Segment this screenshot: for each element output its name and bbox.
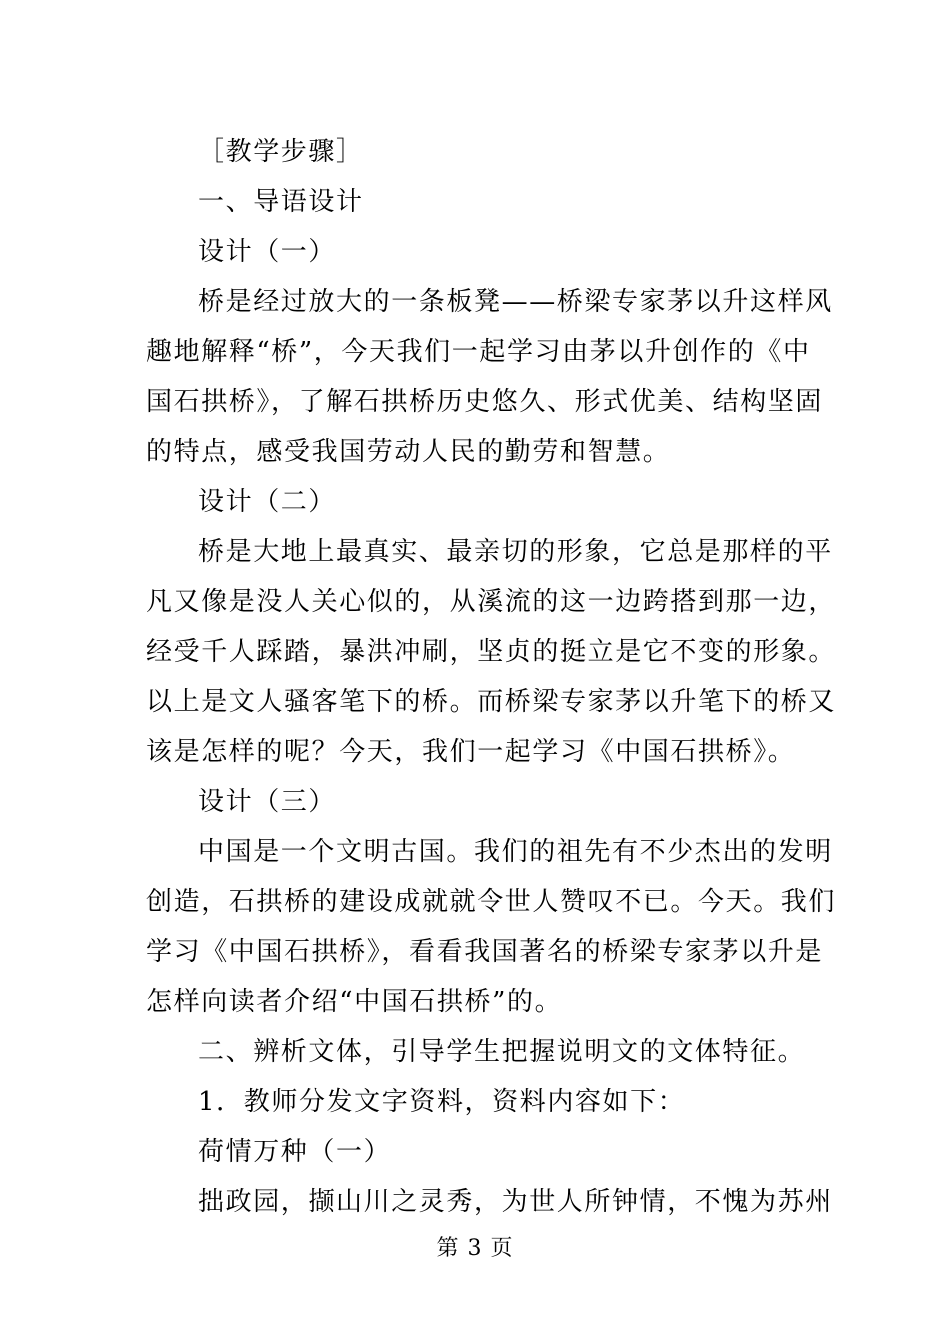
paragraph-line: 的特点，感受我国劳动人民的勤劳和智慧。 — [146, 437, 671, 467]
paragraph-line: 学习《中国石拱桥》，看看我国著名的桥梁专家茅以升是 — [146, 937, 824, 967]
paragraph-line: 创造，石拱桥的建设成就就令世人赞叹不已。今天。我们 — [146, 887, 837, 917]
paragraph-line: 以上是文人骚客笔下的桥。而桥梁专家茅以升笔下的桥又 — [146, 687, 837, 717]
list-item: 1．教师分发文字资料，资料内容如下： — [198, 1087, 686, 1117]
subheading-design-3: 设计（三） — [198, 787, 337, 817]
subheading-design-1: 设计（一） — [198, 237, 337, 267]
paragraph-line: 中国是一个文明古国。我们的祖先有不少杰出的发明 — [198, 837, 833, 867]
section-heading-intro: 一、导语设计 — [198, 187, 364, 217]
subheading-design-2: 设计（二） — [198, 487, 337, 517]
paragraph-line: 凡又像是没人关心似的，从溪流的这一边跨搭到那一边， — [146, 587, 837, 617]
paragraph-line: 国石拱桥》，了解石拱桥历史悠久、形式优美、结构坚固 — [146, 387, 824, 417]
document-body — [146, 127, 837, 1227]
paragraph-line: 拙政园，撷山川之灵秀，为世人所钟情，不愧为苏州 — [198, 1187, 833, 1217]
section-heading-genre: 二、辨析文体，引导学生把握说明文的文体特征。 — [198, 1037, 806, 1067]
section-heading-steps: ［教学步骤］ — [198, 137, 364, 167]
page-number: 第 3 页 — [436, 1236, 514, 1261]
paragraph-line: 桥是大地上最真实、最亲切的形象，它总是那样的平 — [198, 537, 833, 567]
subheading-lotus: 荷情万种（一） — [198, 1137, 392, 1167]
paragraph-line: 经受千人踩踏，暴洪冲刷，坚贞的挺立是它不变的形象。 — [146, 637, 837, 667]
paragraph-line: 该是怎样的呢？今天，我们一起学习《中国石拱桥》。 — [146, 737, 796, 767]
paragraph-line: 桥是经过放大的一条板凳——桥梁专家茅以升这样风 — [198, 287, 833, 317]
paragraph-line: 怎样向读者介绍“中国石拱桥”的。 — [146, 987, 563, 1017]
paragraph-line: 趣地解释“桥”，今天我们一起学习由茅以升创作的《中 — [146, 337, 811, 367]
